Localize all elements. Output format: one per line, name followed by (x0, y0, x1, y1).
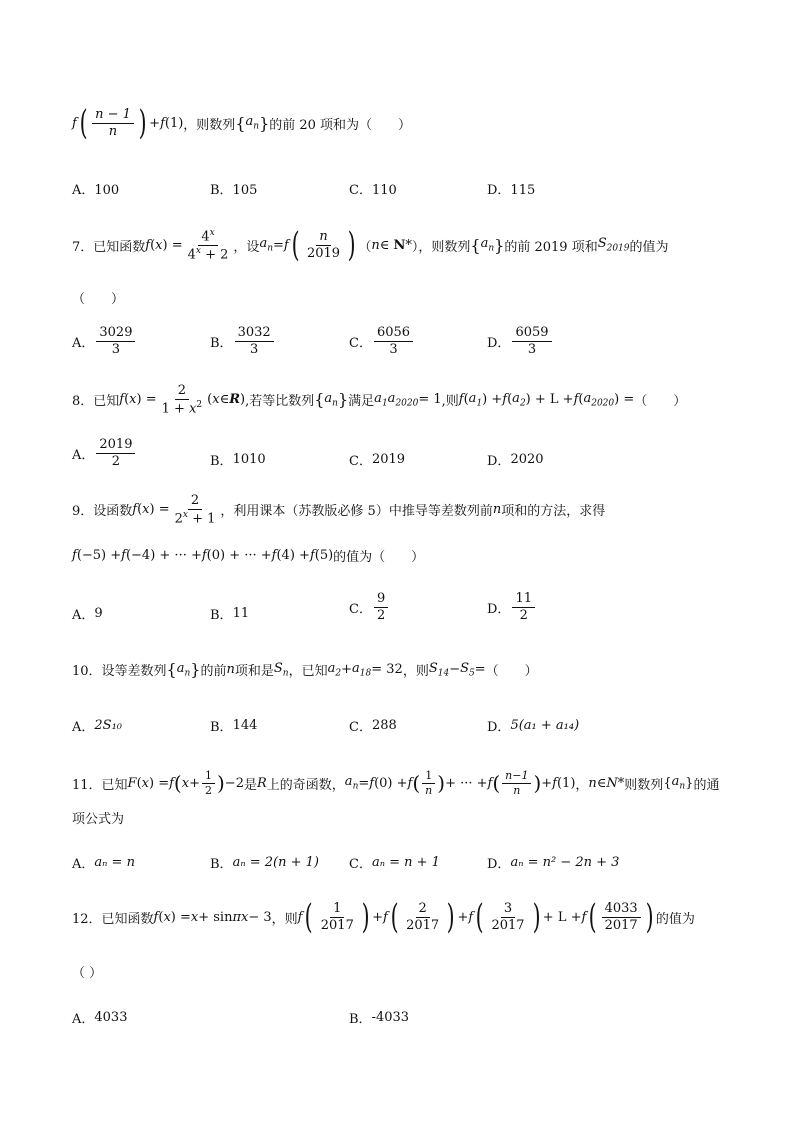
q12-stem: 12．已知函数 f ( x ) = x + sin πx − 3 ，则 f ( $\frac{1}{2017}$ ) + f ( $\frac{2}{2017}$ ) + f ( $\frac{3}{2017}$ ) + L + f ( $\frac{4033}{2017}$ ) 的值为 (72, 897, 695, 937)
q7-paren: （ ） (72, 292, 125, 307)
q8-mid3: ,则 (441, 394, 459, 410)
q11-option-b: B． aₙ = 2(n + 1) (210, 855, 319, 872)
q11-mid4: 则数列 (624, 777, 664, 793)
q11-prefix: 11．已知 (72, 777, 128, 793)
q8-suffix: （ ） (634, 394, 687, 410)
q6-option-b: B．105 (210, 183, 258, 198)
q6-option-a: A．100 (72, 183, 120, 198)
q7-stem: 7．已知函数 f ( x ) = $\frac{4^x}{4^x + 2}$ ，设 $a_n$ = f ( $\frac{n}{2019}$ ) （ n ∈ N* ），则数列 { $a_n$ } 的前 2019 项和 $S_{2019}$ 的值为 (72, 225, 669, 265)
q11-option-c: C． aₙ = n + 1 (349, 855, 440, 872)
q10-suffix: （ ） (485, 664, 538, 679)
q8-stem: 8．已知 f ( x ) = $\frac{2}{1 + x^2}$ ( x ∈ R ) ,若等比数列 { $a_n$ } 满足 $a_1a_{2020}$ = 1 ,则 f ( $a_1$ ) + f ( $a_2$ ) + L + f ( $a_{2020}$ ) = （ ） (72, 383, 687, 416)
q7-prefix: 7．已知函数 (72, 239, 146, 255)
q12-paren: （ ） (72, 966, 103, 981)
q9-mid1: ，利用课本（苏教版必修 5）中推导等差数列前 (220, 504, 493, 520)
q12-option-b: B． -4033 (349, 1010, 410, 1027)
q11-stem: 11．已知 F ( x ) = f ( x + $\frac{1}{2}$ ) −2 是 R 上的奇函数， $a_n$ = f (0) + f ( $\frac{1}{n}$ ) + ··· + f ( $\frac{n-1}{n}$ ) + f (1) ， n ∈ N * 则数列 { $a_n$ } 的通 (72, 769, 720, 797)
q10-mid1: 的前 (200, 664, 227, 679)
q10-option-a: A． 2S₁₀ (72, 718, 122, 735)
q9-option-a: A． 9 (72, 606, 103, 623)
q11-mid2: 上的奇函数， (266, 777, 345, 793)
q7-option-d: D． $\frac{6059}{3}$ (487, 326, 554, 356)
q9-stem: 9．设函数 f ( x ) = $\frac{2}{2^x + 1}$ ，利用课本（苏教版必修 5）中推导等差数列前 n 项和的方法，求得 (72, 493, 606, 526)
q6-option-d: D．115 (487, 183, 536, 198)
q7-suffix: 的值为 (629, 239, 669, 255)
q10-mid3: ，已知 (288, 664, 328, 679)
q7-mid3: ），则数列 (411, 239, 471, 255)
q6-text: ，则数列 (183, 117, 236, 133)
q9-prefix: 9．设函数 (72, 504, 133, 520)
q8-mid2: 满足 (348, 394, 375, 410)
q6-option-c: C．110 (349, 183, 397, 198)
q7-mid1: ，设 (233, 239, 260, 255)
q10-mid2: 项和是 (234, 664, 274, 679)
q11-mid1: 是 (243, 777, 257, 793)
q8-option-d: D． 2020 (487, 452, 544, 469)
q8-option-a: A． $\frac{2019}{2}$ (72, 438, 137, 468)
q10-option-b: B． 144 (210, 718, 258, 735)
q11-line2: 项公式为 (72, 812, 125, 827)
q11-option-d: D． aₙ = n² − 2n + 3 (487, 855, 620, 872)
q12-prefix: 12．已知函数 (72, 911, 154, 927)
q10-stem: 10．设等差数列 { $a_n$ } 的前 n 项和是 $S_n$ ，已知 $a_2$ + $a_{18}$ = 32 ，则 $S_{14}$ − $S_5$ = （ ） (72, 660, 538, 679)
q9-line2-suffix: 的值为（ ） (333, 550, 425, 565)
q10-mid4: ，则 (402, 664, 429, 679)
q9-option-c: C． $\frac{9}{2}$ (349, 592, 390, 622)
q8-prefix: 8．已知 (72, 394, 120, 410)
q9-line2: f (−5) + f (−4) + ··· + f (0) + ··· + f (4) + f (5) 的值为（ ） (72, 548, 425, 565)
q6-formula-line: f ( $\frac{n - 1}{n}$ ) + f (1) ，则数列 { $a_n$ } 的前 20 项和为（ ） (72, 103, 412, 143)
q7-option-c: C． $\frac{6056}{3}$ (349, 326, 415, 356)
q7-mid4: 的前 2019 项和 (504, 239, 598, 255)
q7-option-a: A． $\frac{3029}{3}$ (72, 326, 137, 356)
q10-prefix: 10．设等差数列 (72, 664, 167, 679)
q11-option-a: A． aₙ = n (72, 855, 135, 872)
q7-mid2: （ (358, 239, 372, 255)
q7-option-b: B． $\frac{3032}{3}$ (210, 326, 276, 356)
q8-mid1: ,若等比数列 (245, 394, 315, 410)
q9-option-d: D． $\frac{11}{2}$ (487, 592, 537, 622)
q8-option-c: C． 2019 (349, 452, 406, 469)
q11-mid3: ， (575, 777, 589, 793)
q12-mid1: ，则 (271, 911, 298, 927)
q6-text2: 的前 20 项和为（ ） (269, 117, 412, 133)
q9-option-b: B． 11 (210, 606, 250, 623)
q11-suffix: 的通 (693, 777, 720, 793)
q12-suffix: 的值为 (655, 911, 695, 927)
q10-option-d: D． 5(a₁ + a₁₄) (487, 718, 580, 735)
q9-mid2: 项和的方法，求得 (501, 504, 606, 520)
q10-option-c: C． 288 (349, 718, 397, 735)
q8-option-b: B． 1010 (210, 452, 266, 469)
q12-option-a: A． 4033 (72, 1010, 128, 1027)
